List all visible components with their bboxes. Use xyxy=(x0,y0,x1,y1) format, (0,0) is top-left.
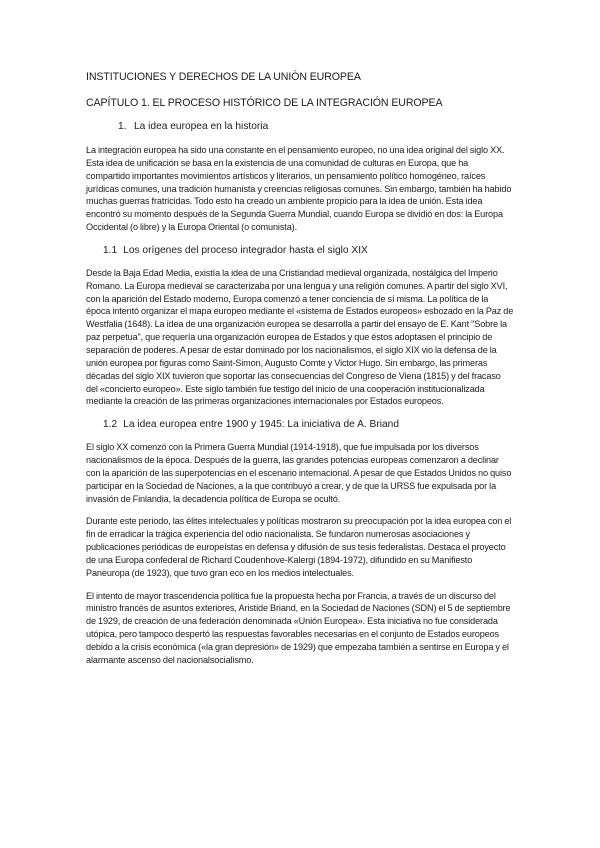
intro-paragraph: La integración europea ha sido una constante en el pensamiento europeo, no una idea original del siglo XX. Esta idea de unificación se basa en la existencia de una comunidad de culturas en Europa, que ha compartido importantes movimientos artísticos y literarios, un pensamiento político homogéneo, raíces jurídicas comunes, una tradición humanista y creencias religiosas comunes. Sin embargo, también ha habido muchas guerras fratricidas. Todo esto ha creado un ambiente propicio para la idea de unión. Esta idea encontró su momento después de la Segunda Guerra Mundial, cuando Europa se dividió en dos: la Europa Occidental (o libre) y la Europa Oriental (o comunista). xyxy=(86,145,512,233)
body-paragraph: Desde la Baja Edad Media, existía la idea de una Cristiandad medieval organizada, nostálgica del Imperio Romano. La Europa medieval se caracterizaba por una lengua y una religión comunes. A partir del siglo XVI, con la aparición del Estado moderno, Europa comenzó a tener conciencia de sí misma. La política de la época intentó organizar el mapa europeo mediante el «sistema de Estados europeos» esbozado en la Paz de Westfalia (1648). La idea de una organización europea se desarrolla a partir del ensayo de E. Kant "Sobre la paz perpetua", que requería una organización europea de Estados y que éstos adoptasen el principio de separación de poderes. A pesar de estar dominado por los nacionalismos, el siglo XIX vio la defensa de la unión europea por figuras como Saint-Simon, Augusto Comte y Victor Hugo. Sin embargo, las primeras décadas del siglo XIX tuvieron que soportar las consecuencias del Congreso de Viena (1815) y del fracaso del «concierto europeo». Este siglo también fue testigo del inicio de una cooperación institucionalizada mediante la creación de las primeras organizaciones internacionales por Estados europeos. xyxy=(86,267,514,407)
body-paragraph: Durante este periodo, las élites intelectuales y políticas mostraron su preocupación por la idea europea con el fin de erradicar la trágica experiencia del odio nacionalista. Se fundaron numerosas asociaciones y publicaciones periódicas de europeístas en defensa y difusión de sus tesis federalistas. Destaca el proyecto de una Europa confederal de Richard Coudenhove-Kalergi (1894-1972), difundido en su Manifiesto Paneuropa (de 1923), que tuvo gran eco en los medios intelectuales. xyxy=(86,516,512,578)
body-paragraph: El intento de mayor trascendencia política fue la propuesta hecha por Francia, a través de un discurso del ministro francés de asuntos exteriores, Aristide Briand, en la Sociedad de Naciones (SDN) el 5 de septiembre de 1929, de creación de una federación denominada «Unión Europea». Esta iniciativa no fue considerada utópica, pero tampoco despertó las respuestas favorables necesarias en el conjunto de Estados europeos debido a la crisis económica («la gran depresión» de 1929) que empezaba también a sentirse en Europa y el alarmante ascenso del nacionalsocialismo. xyxy=(86,590,511,665)
subsection-title: Los orígenes del proceso integrador hasta el siglo XIX xyxy=(123,244,368,256)
subsection-title: La idea europea entre 1900 y 1945: La iniciativa de A. Briand xyxy=(123,419,399,431)
chapter-title: CAPÍTULO 1. EL PROCESO HISTÓRICO DE LA INTEGRACIÓN EUROPEA xyxy=(86,97,443,109)
document-title: INSTITUCIONES Y DERECHOS DE LA UNIÓN EUROPEA xyxy=(86,71,361,83)
subsection-number: 1.2 xyxy=(103,419,118,431)
subsection-heading xyxy=(103,418,514,431)
section-heading xyxy=(118,120,514,133)
section-title: La idea europea en la historia xyxy=(134,121,269,132)
section-number: 1. xyxy=(118,121,127,132)
subsection-number: 1.1 xyxy=(103,244,118,256)
subsection-heading xyxy=(103,244,514,257)
body-paragraph: El siglo XX comenzó con la Primera Guerra Mundial (1914-1918), que fue impulsada por los diversos nacionalismos de la época. Después de la guerra, las grandes potencias europeas comenzaron a declinar con la aparición de las superpotencias en el escenario internacional. A pesar de que Estados Unidos no quiso participar en la Sociedad de Naciones, a la que contribuyó a crear, y de que la URSS fue expulsada por la invasión de Finlandia, la decadencia política de Europa se ocultó. xyxy=(86,442,512,504)
